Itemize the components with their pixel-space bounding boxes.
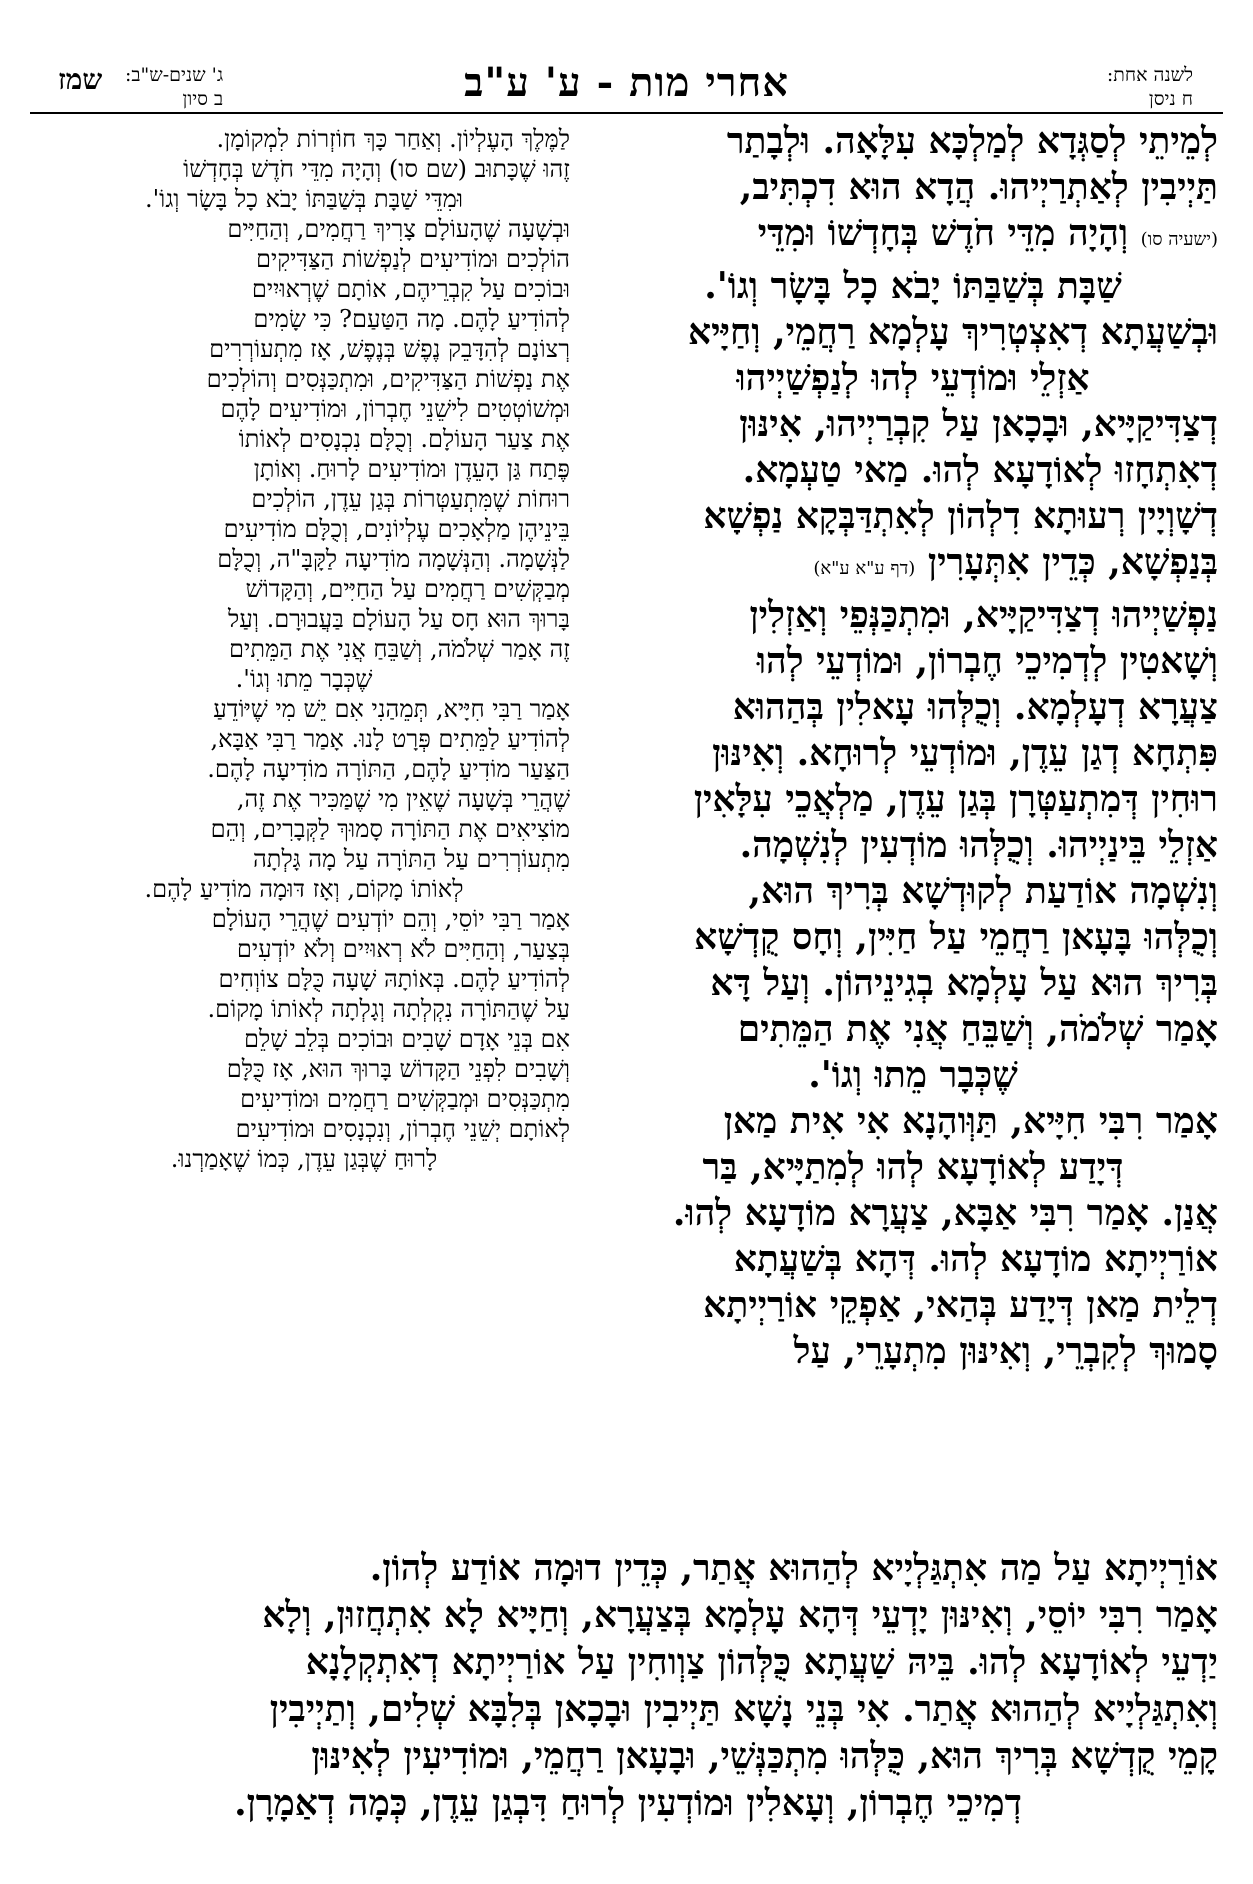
- main-line: צַעֲרָא דְעָלְמָא. וְכֻלְּהוּ עָאלִין בְּהַהוּא: [732, 686, 1218, 728]
- side-line: בָּרוּךְ הוּא חָס עַל הָעוֹלָם בַּעֲבוּרָם. וְעַל: [228, 605, 570, 633]
- side-line: אֶת צַעַר הָעוֹלָם. וְכֻלָּם נִכְנָסִים לְאוֹתוֹ: [238, 425, 570, 453]
- main-text-column: [608, 118, 1218, 1374]
- side-line: רְצוֹנָם לְהִדָּבֵק נֶפֶשׁ בְּנֶפֶשׁ, אָז מִתְעוֹרְרִים: [209, 335, 570, 363]
- main-line: תַּיְיבִין לְאַתְרַיְיהוּ. הֲדָא הוּא דִכְתִּיב,: [739, 166, 1218, 208]
- main-line: שֶׁכְּבָר מֵתוּ וְגוֹ'.: [808, 1054, 1018, 1096]
- side-line: מְבַקְּשִׁים רַחֲמִים עַל הַחַיִּים, וְהַקָּדוֹשׁ: [245, 575, 570, 603]
- side-line: לְהוֹדִיעַ לָהֶם. בְּאוֹתָהּ שָׁעָה כֻּלָּם צוֹוְחִים: [218, 965, 570, 993]
- bottom-line: וְאִתְגַּלְיָיא לְהַהוּא אֲתַר. אִי בְּנֵי נָשָׁא תַּיְיבִין וּבָכָאן בְּלִבָּא שְׁלִים, וְתַיְיבִין: [269, 1688, 1218, 1730]
- page-header: [30, 55, 1223, 111]
- main-line: אָמַר רִבִּי חִיָּיא, תַּוְּוהָנָא אִי אִית מַאן: [723, 1100, 1218, 1142]
- main-line: אוֹרַיְיתָא מוֹדָעָא לְהוּ. דְּהָא בְּשַׁעֲתָא: [733, 1238, 1218, 1280]
- main-line: רוּחִין דְּמִתְעַטְּרָן בְּגַן עֵדֶן, מַלְאֲכֵי עִלָּאִין: [693, 778, 1218, 820]
- side-line: וְשָׁבִים לִפְנֵי הַקָּדוֹשׁ בָּרוּךְ הוּא, אָז כֻּלָּם: [226, 1055, 570, 1083]
- main-line: נַפְשַׁיְיהוּ דְצַדִּיקַיָּיא, וּמִתְכַּנְּפֵי וְאַזְלִין: [749, 594, 1218, 636]
- side-line: אִם בְּנֵי אָדָם שָׁבִים וּבוֹכִים בְּלֵב שָׁלֵם: [244, 1025, 570, 1053]
- main-line: אָמַר שְׁלֹמֹה, וְשַׁבֵּחַ אֲנִי אֶת הַמֵּתִים: [737, 1008, 1218, 1050]
- main-line: דְּיָדַע לְאוֹדָעָא לְהוּ לְמִתַיָּיא, בַּר: [702, 1146, 1124, 1188]
- side-line: זֶה אָמַר שְׁלֹמֹה, וְשַׁבֵּחַ אֲנִי אֶת הַמֵּתִים: [229, 635, 570, 663]
- daf-reference: (דף ע"א ע"א): [813, 558, 916, 579]
- main-line: דְצַדִּיקַיָּיא, וּבָכָאן עַל קִבְרַיְיהוּ, אִינּוּן: [739, 403, 1218, 445]
- side-line: עַל שֶׁהַתּוֹרָה נִקְלְתָה וְגָלְתָה לְאוֹתוֹ מָקוֹם.: [207, 995, 570, 1023]
- side-line: מִתְכַּנְּסִים וּמְבַקְּשִׁים רַחֲמִים וּמוֹדִיעִים: [240, 1085, 570, 1113]
- side-line: אָמַר רַבִּי חִיָּיא, תְּמֵהַנִי אִם יֵשׁ מִי שֶׁיּוֹדֵעַ: [213, 695, 570, 723]
- bottom-line: דְמִיכֵי חֶבְרוֹן, וְעָאלִין וּמוֹדְעִין לְרוּחַ דִּבְגַן עֵדֶן, כְּמָה דְאַמָרָן.: [234, 1782, 1022, 1824]
- side-line: שֶׁכְּבָר מֵתוּ וְגוֹ'.: [235, 665, 373, 693]
- page-title: אחרי מות - ע' ע"ב: [464, 59, 789, 106]
- page-number: שמז: [58, 63, 103, 96]
- side-line: הַצַּעַר מוֹדִיעַ לָהֶם, הַתּוֹרָה מוֹדִיעָה לָהֶם.: [207, 755, 570, 783]
- main-line: לְמֵיתֵי לְסַגְּדָא לְמַלְכָּא עִלָּאָה. וּלְבָתַר: [726, 120, 1218, 162]
- year-label: לשנה אחת:: [1106, 64, 1193, 86]
- cycle-schedule: [125, 63, 223, 111]
- side-line: פֶּתַח גַּן הָעֵדֶן וּמוֹדִיעִים לָרוּחַ. וְאוֹתָן: [253, 455, 570, 483]
- main-line: וּבְשַׁעֲתָא דְאִצְטְרִיךְ עָלְמָא רַחֲמֵי, וְחַיָּיא: [688, 311, 1218, 353]
- side-line: לְאוֹתוֹ מָקוֹם, וְאָז דּוּמָה מוֹדִיעַ לָהֶם.: [144, 875, 464, 903]
- main-line: דְאִתְחָזוּ לְאוֹדָעָא לְהוּ. מַאי טַעְמָא.: [742, 449, 1218, 491]
- side-line: לָרוּחַ שֶׁבְּגַן עֵדֶן, כְּמוֹ שֶׁאָמַרְנוּ.: [170, 1145, 438, 1173]
- side-line: וּמִדֵּי שַׁבָּת בְּשַׁבַּתּוֹ יָבֹא כָל בָּשָׂר וְגוֹ'.: [144, 185, 464, 213]
- main-line: שַׁבָּת בְּשַׁבַּתּוֹ יָבֹא כָל בָּשָׂר וְגוֹ'.: [704, 265, 1122, 307]
- side-line: וּמְשׁוֹטְטִים לִישֵׁנֵי חֶבְרוֹן, וּמוֹדִיעִים לָהֶם: [220, 395, 570, 423]
- main-line: [608, 539, 1218, 592]
- main-line: סָמוּךְ לְקִבְרֵי, וְאִינּוּן מִתְעָרֵי, עַל: [793, 1330, 1218, 1372]
- main-line: וְנִשְׁמָה אוֹדַעַת לְקוּדְשָׁא בְּרִיךְ הוּא,: [748, 870, 1218, 912]
- main-line: דְלֵית מַאן דְּיָדַע בְּהַאי, אַפְקֵי אוֹרַיְיתָא: [703, 1284, 1218, 1326]
- side-line: בְּצַעַר, וְהַחַיִּים לֹא רְאוּיִים וְלֹא יוֹדְעִים: [236, 935, 570, 963]
- side-line: וּבוֹכִים עַל קִבְרֵיהֶם, אוֹתָם שֶׁרְאוּיִים: [251, 275, 570, 303]
- bottom-line: אָמַר רִבִּי יוֹסֵי, וְאִינּוּן יָדְעֵי דְּהָא עָלְמָא בְּצַעֲרָא, וְחַיָּיא לָא אִתְחֲזוּן, וְלָא: [262, 1594, 1218, 1636]
- side-line: לְהוֹדִיעַ לַמֵּתִים פְּרָט לָנוּ. אָמַר רַבִּי אַבָּא,: [210, 725, 570, 753]
- cycle-label: ג' שנים-ש"ב:: [125, 64, 224, 86]
- side-line: מוֹצִיאִים אֶת הַתּוֹרָה סָמוּךְ לַקְּבָרִים, וְהֵם: [210, 815, 570, 843]
- side-line: לַמֶּלֶךְ הָעֶלְיוֹן. וְאַחַר כָּךְ חוֹזְרוֹת לִמְקוֹמָן.: [216, 125, 570, 153]
- side-line: לְאוֹתָם יְשֵׁנֵי חֶבְרוֹן, וְנִכְנָסִים וּמוֹדִיעִים: [235, 1115, 570, 1143]
- side-line: לַנְּשָׁמָה. וְהַנְּשָׁמָה מוֹדִיעָה לַקָּבָּ"ה, וְכֻלָּם: [217, 545, 570, 573]
- side-line: בֵּינֵיהֶן מַלְאָכִים עֶלְיוֹנִים, וְכֻלָּם מוֹדִיעִים: [223, 515, 570, 543]
- main-line-text: בְּנַפְשָׁא, כְּדֵין אִתְּעָרִין: [927, 541, 1218, 583]
- full-width-text-block: [38, 1545, 1218, 1827]
- bottom-line: קָמֵי קֻדְשָׁא בְּרִיךְ הוּא, כֻּלְּהוּ מִתְכַּנְּשֵׁי, וּבָעָאן רַחֲמֵי, וּמוֹדִיעִין לְאִינּוּן: [311, 1735, 1218, 1777]
- main-line-text: וְהָיָה מִדֵּי חֹדֶשׁ בְּחָדְשׁוֹ וּמִדֵּי: [757, 212, 1129, 254]
- header-rule: [30, 112, 1223, 114]
- main-line: וְכֻלְּהוּ בָּעָאן רַחֲמֵי עַל חַיִּין, וְחָס קֻדְשָׁא: [694, 916, 1218, 958]
- main-line: [608, 210, 1218, 263]
- side-line: אֶת נַפְשׁוֹת הַצַּדִּיקִים, וּמִתְכַּנְּסִים וְהוֹלְכִים: [206, 365, 570, 393]
- main-line: אֲנַן. אָמַר רִבִּי אַבָּא, צַעֲרָא מוֹדָעָא לְהוּ.: [672, 1192, 1218, 1234]
- side-line: מִתְעוֹרְרִים עַל הַתּוֹרָה עַל מָה גָּלְתָה: [253, 845, 570, 873]
- main-line: וְשָׁאטִין לְדְמִיכֵי חֶבְרוֹן, וּמוֹדְעֵי לְהוּ: [756, 640, 1218, 682]
- side-line: רוּחוֹת שֶׁמִּתְעַטְּרוֹת בְּגַן עֵדֶן, הוֹלְכִים: [251, 485, 570, 513]
- main-line: אַזְלֵי וּמוֹדְעֵי לְהוּ לְנַפְשַׁיְיהוּ: [736, 357, 1090, 399]
- side-line: הוֹלְכִים וּמוֹדִיעִים לְנַפְשׁוֹת הַצַּדִּיקִים: [256, 245, 570, 273]
- main-line: פִּתְחָא דְגַן עֵדֶן, וּמוֹדְעֵי לְרוּחָא. וְאִינּוּן: [712, 732, 1218, 774]
- side-line: אָמַר רַבִּי יוֹסֵי, וְהֵם יוֹדְעִים שֶׁהֲרֵי הָעוֹלָם: [211, 905, 570, 933]
- translation-column: [38, 124, 570, 1174]
- side-line: שֶׁהֲרֵי בְּשָׁעָה שֶׁאֵין מִי שֶׁמַּכִּיר אֶת זֶה,: [236, 785, 570, 813]
- side-line: לְהוֹדִיעַ לָהֶם. מָה הַטַּעַם? כִּי שָׂמִים: [253, 305, 570, 333]
- side-line: וּבְשָׁעָה שֶׁהָעוֹלָם צָרִיךְ רַחֲמִים, וְהַחַיִּים: [227, 215, 570, 243]
- verse-reference: (ישעיה סו): [1140, 229, 1218, 250]
- bottom-line: אוֹרַיְיתָא עַל מַה אִתְגַּלְיָיא לְהַהוּא אֲתַר, כְּדֵין דוּמָה אוֹדַע לְהוֹן.: [369, 1547, 1218, 1589]
- main-line: דְשָׁוְיָין רְעוּתָא דִלְהוֹן לְאִתְדַּבְּקָא נַפְשָׁא: [703, 495, 1218, 537]
- bottom-line: יַדְעֵי לְאוֹדָעָא לְהוּ. בֵּיהּ שַׁעֲתָא כֻּלְּהוֹן צַוְוחִין עַל אוֹרַיְיתָא דְאִתְקְלָנָא: [305, 1641, 1218, 1683]
- main-line: בְּרִיךְ הוּא עַל עָלְמָא בְגִינֵיהוֹן. וְעַל דָּא: [710, 962, 1218, 1004]
- cycle-day: ב סיון: [182, 88, 224, 110]
- main-line: אַזְלֵי בֵּינַיְיהוּ. וְכֻלְּהוּ מוֹדְעִין לְנִשְׁמָה.: [739, 824, 1218, 866]
- day-label: ח ניסן: [1148, 88, 1193, 110]
- side-line: זֶהוּ שֶׁכָּתוּב (שם סו) וְהָיָה מִדֵּי חֹדֶשׁ בְּחָדְשׁוֹ: [183, 155, 570, 183]
